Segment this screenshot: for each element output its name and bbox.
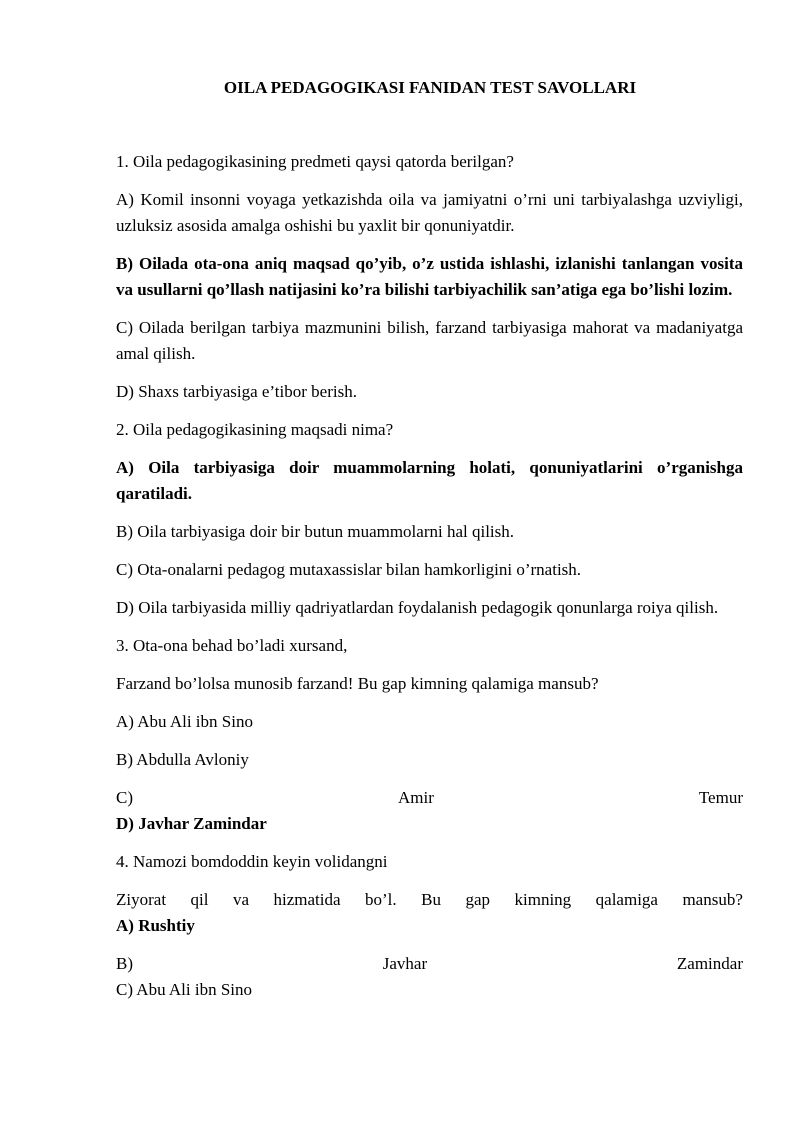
q4-word: Ziyorat: [116, 890, 167, 909]
question-1: 1. Oila pedagogikasining predmeti qaysi qatorda berilgan?: [116, 152, 514, 171]
q1-option-a: A) Komil insonni voyaga yetkazishda oila va jamiyatni o’rni uni tarbiyalashga uzviyligi, uzluksiz asosida amalga oshishi bu yaxlit bir qonuniyatdir.: [116, 190, 743, 235]
q4-word: qil: [190, 890, 209, 909]
q3-option-a: A) Abu Ali ibn Sino: [116, 712, 253, 731]
q4-options-b-c: [116, 951, 743, 1003]
q3-option-c-word: C): [116, 788, 133, 807]
q3-option-c: [116, 785, 743, 811]
q4-option-b-word: Javhar: [382, 954, 428, 973]
q3-option-c-word: Amir: [397, 788, 434, 807]
q4-word: va: [232, 890, 250, 909]
q3-option-c-word: Temur: [698, 788, 743, 807]
question-3-line-2: Farzand bo’lolsa munosib farzand! Bu gap kimning qalamiga mansub?: [116, 674, 599, 693]
q4-word: mansub?: [682, 890, 743, 909]
q4-word: kimning: [514, 890, 572, 909]
q4-option-b-word: Zamindar: [676, 954, 743, 973]
q4-word: hizmatida: [273, 890, 341, 909]
document-title: OILA PEDAGOGIKASI FANIDAN TEST SAVOLLARI: [223, 78, 637, 97]
question-4-line-1: 4. Namozi bomdoddin keyin volidangni: [116, 852, 388, 871]
q3-options-c-d: [116, 785, 743, 837]
q4-word: bo’l.: [365, 890, 397, 909]
q4-word: gap: [465, 890, 491, 909]
q4-option-c: C) Abu Ali ibn Sino: [116, 980, 253, 999]
q2-option-a-correct: A) Oila tarbiyasiga doir muammolarning holati, qonuniyatlarini o’rganishga qaratiladi.: [116, 458, 743, 503]
q4-word: Bu: [421, 890, 441, 909]
q1-option-b-correct: B) Oilada ota-ona aniq maqsad qo’yib, o’z ustida ishlashi, izlanishi tanlangan vosita va usullarni qo’llash natijasini ko’ra bilishi tarbiyachilik san’atiga ega bo’lishi lozim.: [116, 254, 743, 299]
document-body: [116, 149, 743, 1003]
question-3-line-1: 3. Ota-ona behad bo’ladi xursand,: [116, 636, 348, 655]
q4-line-2-and-option-a: [116, 887, 743, 939]
question-4-line-2: [116, 887, 743, 913]
q3-option-d-correct: D) Javhar Zamindar: [116, 814, 267, 833]
q1-option-c: C) Oilada berilgan tarbiya mazmunini bilish, farzand tarbiyasiga mahorat va madaniyatga amal qilish.: [116, 318, 743, 363]
q4-option-b: [116, 951, 743, 977]
q2-option-b: B) Oila tarbiyasiga doir bir butun muammolarni hal qilish.: [116, 522, 515, 541]
q2-option-d: D) Oila tarbiyasida milliy qadriyatlardan foydalanish pedagogik qonunlarga roiya qilish.: [116, 598, 719, 617]
question-2: 2. Oila pedagogikasining maqsadi nima?: [116, 420, 394, 439]
q1-option-d: D) Shaxs tarbiyasiga e’tibor berish.: [116, 382, 357, 401]
q2-option-c: C) Ota-onalarni pedagog mutaxassislar bilan hamkorligini o’rnatish.: [116, 560, 582, 579]
q4-word: qalamiga: [595, 890, 658, 909]
q3-option-b: B) Abdulla Avloniy: [116, 750, 249, 769]
q4-option-a-correct: A) Rushtiy: [116, 916, 195, 935]
q4-option-b-word: B): [116, 954, 133, 973]
